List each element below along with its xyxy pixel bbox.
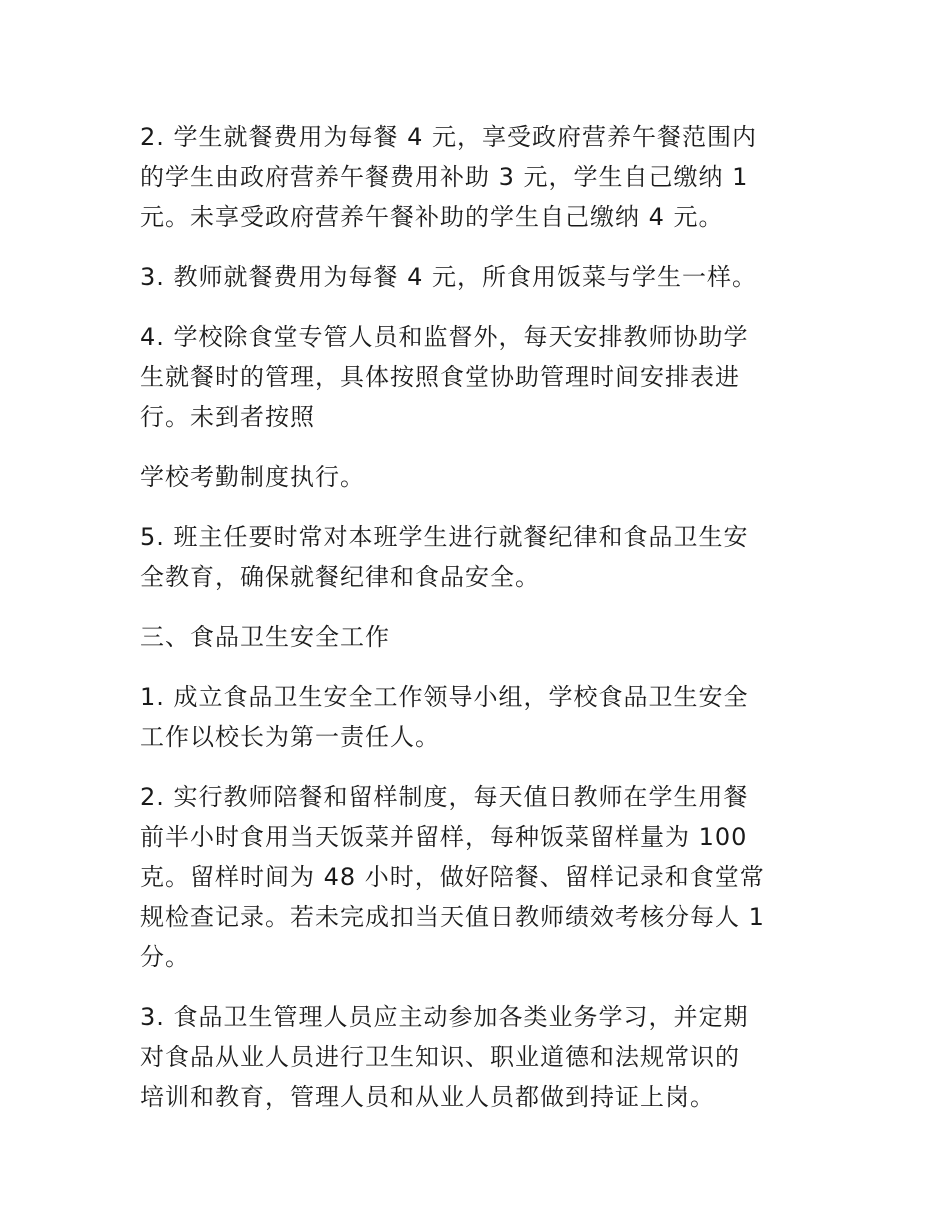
text-line: 2. 学生就餐费用为每餐 4 元，享受政府营养午餐范围内 [140, 123, 758, 151]
paragraph-staff-training [140, 997, 820, 1117]
text-line: 全教育，确保就餐纪律和食品安全。 [140, 563, 540, 591]
text-line: 生就餐时的管理，具体按照食堂协助管理时间安排表进 [140, 363, 740, 391]
paragraph-teacher-meal-fee [140, 257, 820, 297]
paragraph-sample-retention [140, 777, 820, 977]
text-line: 学校考勤制度执行。 [140, 463, 365, 491]
section-heading-food-safety [140, 617, 820, 657]
text-line: 培训和教育，管理人员和从业人员都做到持证上岗。 [140, 1083, 715, 1111]
text-line: 对食品从业人员进行卫生知识、职业道德和法规常识的 [140, 1043, 740, 1071]
heading-text: 三、食品卫生安全工作 [140, 623, 390, 651]
paragraph-leadership-group [140, 677, 820, 757]
text-line: 工作以校长为第一责任人。 [140, 723, 440, 751]
text-line: 3. 教师就餐费用为每餐 4 元，所食用饭菜与学生一样。 [140, 263, 758, 291]
text-line: 2. 实行教师陪餐和留样制度，每天值日教师在学生用餐 [140, 783, 749, 811]
paragraph-student-meal-fee [140, 117, 820, 237]
paragraph-class-teacher-education [140, 517, 820, 597]
text-line: 5. 班主任要时常对本班学生进行就餐纪律和食品卫生安 [140, 523, 749, 551]
text-line: 3. 食品卫生管理人员应主动参加各类业务学习，并定期 [140, 1003, 749, 1031]
text-line: 克。留样时间为 48 小时，做好陪餐、留样记录和食堂常 [140, 863, 765, 891]
text-line: 1. 成立食品卫生安全工作领导小组，学校食品卫生安全 [140, 683, 749, 711]
document-page [140, 117, 820, 1137]
paragraph-attendance-rule [140, 457, 820, 497]
text-line: 前半小时食用当天饭菜并留样，每种饭菜留样量为 100 [140, 823, 748, 851]
text-line: 4. 学校除食堂专管人员和监督外，每天安排教师协助学 [140, 323, 749, 351]
text-line: 分。 [140, 943, 190, 971]
paragraph-meal-supervision [140, 317, 820, 437]
text-line: 规检查记录。若未完成扣当天值日教师绩效考核分每人 1 [140, 903, 765, 931]
text-line: 的学生由政府营养午餐费用补助 3 元，学生自己缴纳 1 [140, 163, 749, 191]
text-line: 行。未到者按照 [140, 403, 315, 431]
text-line: 元。未享受政府营养午餐补助的学生自己缴纳 4 元。 [140, 203, 724, 231]
